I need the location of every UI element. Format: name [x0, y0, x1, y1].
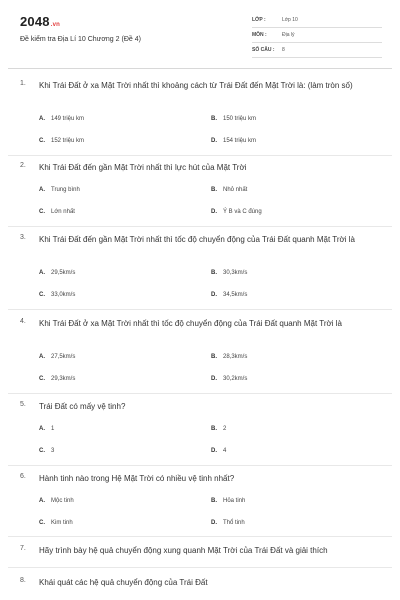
option-text: Kim tinh: [51, 520, 73, 526]
option-letter: B.: [211, 426, 217, 432]
question-text: Khi Trái Đất ở xa Mặt Trời nhất thì khoảng cách từ Trái Đất đến Mặt Trời là: (làm tròn số): [39, 81, 353, 90]
option-b[interactable]: [211, 187, 247, 193]
option-text: 150 triệu km: [223, 116, 257, 122]
question-separator: [8, 155, 392, 156]
option-a[interactable]: [39, 498, 74, 504]
question-text: Hãy trình bày hệ quả chuyển động xung quanh Mặt Trời của Trái Đất và giải thích: [39, 546, 328, 555]
question-number: 8.: [20, 577, 26, 584]
option-letter: B.: [211, 187, 217, 193]
question-text: Trái Đất có mấy vệ tinh?: [39, 402, 126, 411]
option-letter: C.: [39, 448, 45, 454]
option-text: 29,3km/s: [51, 376, 76, 382]
option-letter: B.: [211, 116, 217, 122]
option-letter: C.: [39, 520, 45, 526]
option-letter: C.: [39, 209, 45, 215]
question-3: [20, 234, 380, 298]
option-a[interactable]: [39, 187, 80, 193]
option-letter: D.: [211, 376, 217, 382]
option-text: 30,3km/s: [223, 270, 248, 276]
question-text: Khi Trái Đất đến gần Mặt Trời nhất thì tốc độ chuyển động của Trái Đất quanh Mặt Trời là: [39, 235, 355, 244]
option-letter: C.: [39, 376, 45, 382]
meta-row-class: [252, 13, 382, 28]
option-d[interactable]: [211, 376, 247, 382]
question-separator: [8, 536, 392, 537]
question-separator: [8, 393, 392, 394]
meta-row-count: [252, 43, 382, 58]
meta-value: 8: [282, 47, 285, 53]
option-c[interactable]: [39, 209, 75, 215]
logo-text: 2048: [20, 14, 50, 29]
option-a[interactable]: [39, 270, 75, 276]
option-text: Hỏa tinh: [223, 498, 246, 504]
option-text: 1: [51, 426, 55, 432]
meta-info: [252, 13, 382, 58]
page-header: [0, 0, 400, 68]
option-letter: C.: [39, 138, 45, 144]
option-a[interactable]: [39, 116, 84, 122]
logo-suffix: .vn: [50, 22, 61, 28]
option-text: 29,5km/s: [51, 270, 76, 276]
option-b[interactable]: [211, 426, 226, 432]
site-logo[interactable]: [20, 14, 60, 29]
option-letter: A.: [39, 426, 45, 432]
option-letter: D.: [211, 520, 217, 526]
question-separator: [8, 567, 392, 568]
option-text: Trung bình: [51, 187, 80, 193]
meta-row-subject: [252, 28, 382, 43]
option-d[interactable]: [211, 448, 226, 454]
question-number: 6.: [20, 473, 26, 480]
option-text: Lớn nhất: [51, 209, 75, 215]
question-1: [20, 80, 380, 144]
option-b[interactable]: [211, 116, 256, 122]
option-text: 154 triệu km: [223, 138, 257, 144]
option-a[interactable]: [39, 354, 75, 360]
option-letter: D.: [211, 292, 217, 298]
option-a[interactable]: [39, 426, 54, 432]
option-letter: B.: [211, 498, 217, 504]
option-text: 152 triệu km: [51, 138, 85, 144]
option-c[interactable]: [39, 292, 75, 298]
option-text: Thổ tinh: [223, 520, 245, 526]
question-number: 2.: [20, 162, 26, 169]
option-b[interactable]: [211, 354, 247, 360]
option-d[interactable]: [211, 520, 245, 526]
option-text: 30,2km/s: [223, 376, 248, 382]
option-b[interactable]: [211, 498, 245, 504]
question-text: Khi Trái Đất ở xa Mặt Trời nhất thì tốc độ chuyển động của Trái Đất quanh Mặt Trời là: [39, 319, 342, 328]
question-8: [20, 577, 380, 589]
option-text: 4: [223, 448, 227, 454]
meta-label: MÔN :: [252, 32, 267, 38]
option-text: Nhỏ nhất: [223, 187, 248, 193]
option-letter: B.: [211, 270, 217, 276]
option-letter: A.: [39, 187, 45, 193]
option-b[interactable]: [211, 270, 247, 276]
option-text: 28,3km/s: [223, 354, 248, 360]
option-c[interactable]: [39, 520, 73, 526]
option-text: 3: [51, 448, 55, 454]
option-c[interactable]: [39, 448, 54, 454]
meta-label: SỐ CÂU :: [252, 47, 275, 53]
option-c[interactable]: [39, 138, 84, 144]
question-separator: [8, 309, 392, 310]
question-number: 5.: [20, 401, 26, 408]
meta-label: LỚP :: [252, 17, 266, 23]
question-2: [20, 162, 380, 215]
option-letter: D.: [211, 138, 217, 144]
option-d[interactable]: [211, 209, 262, 215]
meta-value: Địa lý: [282, 32, 295, 38]
option-letter: D.: [211, 448, 217, 454]
option-letter: C.: [39, 292, 45, 298]
option-letter: A.: [39, 270, 45, 276]
question-separator: [8, 226, 392, 227]
option-letter: B.: [211, 354, 217, 360]
header-divider: [8, 68, 392, 69]
option-text: 33,0km/s: [51, 292, 76, 298]
option-letter: A.: [39, 116, 45, 122]
question-number: 3.: [20, 234, 26, 241]
question-text: Hành tinh nào trong Hệ Mặt Trời có nhiều vệ tinh nhất?: [39, 474, 235, 483]
question-text: Khái quát các hệ quả chuyển động của Trái Đất: [39, 578, 208, 587]
option-text: 27,5km/s: [51, 354, 76, 360]
option-letter: A.: [39, 498, 45, 504]
question-separator: [8, 465, 392, 466]
option-letter: D.: [211, 209, 217, 215]
document-title: Đề kiểm tra Địa Lí 10 Chương 2 (Đề 4): [20, 36, 141, 43]
question-6: [20, 473, 380, 526]
question-text: Khi Trái Đất đến gần Mặt Trời nhất thì lực hút của Mặt Trời: [39, 163, 247, 172]
option-text: 149 triệu km: [51, 116, 85, 122]
question-number: 1.: [20, 80, 26, 87]
option-text: 2: [223, 426, 227, 432]
meta-value: Lớp 10: [282, 17, 298, 23]
option-c[interactable]: [39, 376, 75, 382]
question-7: [20, 545, 380, 557]
option-text: Mộc tinh: [51, 498, 74, 504]
option-text: Ý B và C đúng: [223, 209, 262, 215]
option-d[interactable]: [211, 292, 247, 298]
option-letter: A.: [39, 354, 45, 360]
question-number: 4.: [20, 318, 26, 325]
question-4: [20, 318, 380, 382]
question-5: [20, 401, 380, 454]
option-d[interactable]: [211, 138, 256, 144]
option-text: 34,5km/s: [223, 292, 248, 298]
question-number: 7.: [20, 545, 26, 552]
